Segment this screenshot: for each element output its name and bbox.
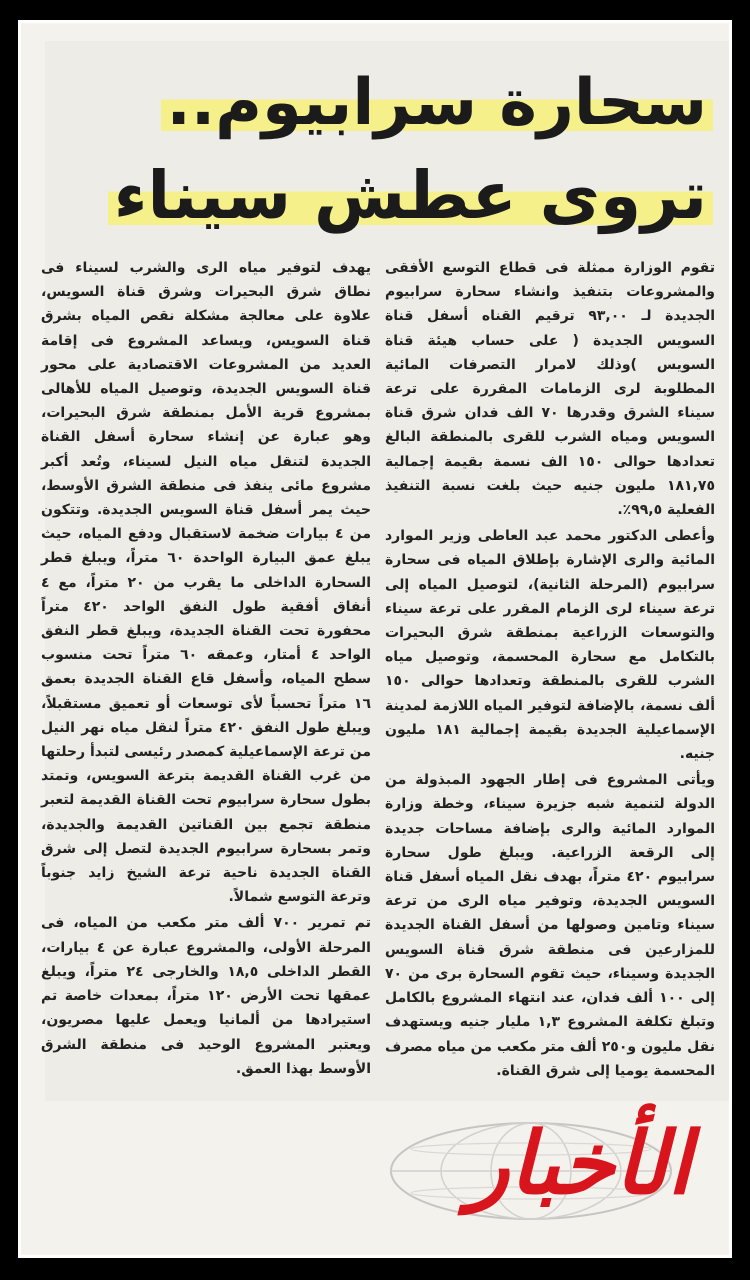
newspaper-logo [361,1111,701,1231]
paragraph: وأعطى الدكتور محمد عبد العاطى وزير الموارد المائية والرى الإشارة بإطلاق المياه فى سحارة سرابيوم (المرحلة الثانية)، لتوصيل المياه إلى ترعة سيناء لرى الزمام المقرر على ترعة سيناء والتوسعات الزراعية بمنطقة شرق البحيرات بالتكامل مع سحارة المحسمة، وتوصيل مياه الشرب للقرى بالمنطقة وتعدادها حوالى ١٥٠ ألف نسمة، بالإضافة لتوفير المياه اللازمة لمدينة الإسماعيلية الجديدة بقيمة إجمالية ١٨١ مليون جنيه. [385,528,715,763]
news-clipping [41,41,732,1101]
headline-line-1: سحارة سرابيوم.. [73,71,713,135]
logo-wordmark: الأخبار [467,1114,691,1214]
headline-line-2: تروى عطش سيناء [73,163,713,229]
paragraph: تم تمرير ٧٠٠ ألف متر مكعب من المياه، فى المرحلة الأولى، والمشروع عبارة عن ٤ بيارات، القطر الداخلى ١٨,٥ والخارجى ٢٤ متراً، ويبلغ عمقها تحت الأرض ١٢٠ متراً، بمعدات خاصة تم استيرادها من ألمانيا ويعمل عليها مصريون، ويعتبر المشروع الوحيد فى منطقة الشرق الأوسط بهذا العمق. [41,915,371,1077]
newspaper-page [18,20,732,1258]
article-left-column [41,256,371,1081]
paragraph: ويأتى المشروع فى إطار الجهود المبذولة من الدولة لتنمية شبه جزيرة سيناء، وخطة وزارة الموارد المائية والرى بإضافة مساحات جديدة إلى الرقعة الزراعية. ويبلغ طول سحارة سرابيوم ٤٢٠ متراً، بهدف نقل المياه أسفل قناة السويس الجديدة، وتوفير مياه الرى من ترعة سيناء وتامين وصولها من أسفل القناة الجديدة للمزارعين فى منطقة شرق قناة السويس الجديدة وسيناء، حيث تقوم السحارة برى من ٧٠ إلى ١٠٠ ألف فدان، عند انتهاء المشروع بالكامل وتبلغ تكلفة المشروع ١,٣ مليار جنيه ويستهدف نقل مليون و٢٥٠ ألف متر مكعب من مياه مصرف المحسمة يوميا إلى شرق القناة. [385,772,716,1079]
paragraph: تقوم الوزارة ممثلة فى قطاع التوسع الأفقى والمشروعات بتنفيذ وانشاء سحارة سرابيوم الجديدة لـ ٩٣,٠٠ ترقيم القناه أسفل قناة السويس الجديدة ( على حساب هيئة قناة السويس )وذلك لامرار التصرفات المائية المطلوبة لرى الزمامات المقررة على ترعة سيناء الشرق وقدرها ٧٠ الف فدان شرق قناة السويس ومياه الشرب للقرى بالمنطقة البالغ تعدادها حوالى ١٥٠ الف نسمة بقيمة إجمالية ١٨١,٧٥ مليون جنيه حيث بلغت نسبة التنفيذ الفعلية ٩٩,٥٪. [385,260,716,519]
article-right-column [385,256,715,1083]
paragraph: يهدف لتوفير مياه الرى والشرب لسيناء فى نطاق شرق البحيرات وشرق قناة السويس، علاوة على معالجة مشكلة نقص المياه بشرق قناة السويس، ويساعد المشروع فى إقامة العديد من المشروعات الاقتصادية على محور قناة السويس الجديدة، وتوصيل المياه للأهالى بمشروع قرية الأمل بمنطقة شرق البحيرات، وهو عبارة عن إنشاء سحارة أسفل القناة الجديدة لتنقل مياه النيل لسيناء، وتُعد أكبر مشروع مائى ينفذ فى منطقة الشرق الأوسط، حيث يمر أسفل قناة السويس الجديدة. وتتكون من ٤ بيارات ضخمة لاستقبال ودفع المياه، حيث يبلغ عمق البيارة الواحدة ٦٠ متراً، ويبلغ قطر السحارة الداخلى ما يقرب من ٢٠ متراً، مع ٤ أنفاق أفقية طول النفق الواحد ٤٢٠ متراً محفورة تحت القناة الجديدة، ويبلغ قطر النفق الواحد ٤ أمتار، وعمقه ٦٠ متراً تحت منسوب سطح المياه، وأسفل قاع القناة الجديدة بعمق ١٦ متراً تحسباً لأى توسعات أو تعميق مستقبلاً، ويبلغ طول النفق ٤٢٠ متراً لنقل مياه نهر النيل من ترعة الإسماعيلية كمصدر رئيسى لتبدأ رحلتها من غرب القناة القديمة بترعة السويس، وتمتد بطول سحارة سرابيوم تحت القناة القديمة لتعبر منطقة تجمع بين القناتين القديمة والجديدة، وتمر بسحارة سرابيوم الجديدة لتصل إلى شرق القناة الجديدة ناحية ترعة الشيخ زايد جنوباً وترعة التوسع شمالاً. [41,260,372,906]
page-frame [8,10,742,1268]
